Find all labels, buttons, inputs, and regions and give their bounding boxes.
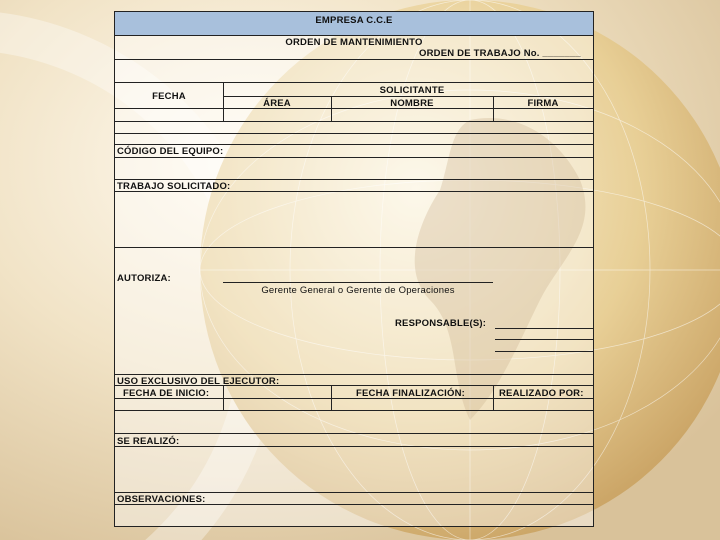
responsables-label: RESPONSABLE(S): [395,318,487,329]
fecha-inicio-field[interactable] [115,398,223,410]
firma-field[interactable] [493,108,593,121]
nombre-field[interactable] [331,108,493,121]
fecha-field[interactable] [115,108,223,121]
responsable-line-3[interactable] [495,351,593,352]
realizado-por-field[interactable] [493,398,593,410]
codigo-equipo-label: CÓDIGO DEL EQUIPO: [117,146,224,157]
nombre-label: NOMBRE [390,98,434,109]
maintenance-order-form [114,11,594,527]
area-field[interactable] [223,108,331,121]
gerente-caption: Gerente General o Gerente de Operaciones [261,285,455,296]
order-title: ORDEN DE MANTENIMIENTO [285,37,423,48]
se-realizo-field[interactable] [115,446,593,492]
fecha-inicio-label: FECHA DE INICIO: [123,388,210,399]
autoriza-signature-line[interactable] [223,282,493,283]
work-order-number: ORDEN DE TRABAJO No. _______ [419,48,581,59]
executor-title: USO EXCLUSIVO DEL EJECUTOR: [117,376,280,387]
solicitante-label: SOLICITANTE [379,85,445,96]
se-realizo-label: SE REALIZÓ: [117,436,180,447]
fecha-label: FECHA [152,91,186,102]
trabajo-solicitado-field[interactable] [115,191,593,247]
trabajo-solicitado-label: TRABAJO SOLICITADO: [117,181,231,192]
company-name: EMPRESA C.C.E [315,15,393,26]
fecha-finalizacion-field[interactable] [331,398,493,410]
firma-label: FIRMA [527,98,559,109]
responsable-line-2[interactable] [495,339,593,340]
responsable-line-1[interactable] [495,328,593,329]
autoriza-label: AUTORIZA: [117,273,171,284]
area-label: ÁREA [263,98,291,109]
fecha-finalizacion-label: FECHA FINALIZACIÓN: [356,388,465,399]
realizado-por-label: REALIZADO POR: [499,388,584,399]
observaciones-label: OBSERVACIONES: [117,494,206,505]
codigo-equipo-field[interactable] [115,157,593,179]
fecha-inicio-field-2[interactable] [223,398,331,410]
observaciones-field[interactable] [115,504,593,526]
